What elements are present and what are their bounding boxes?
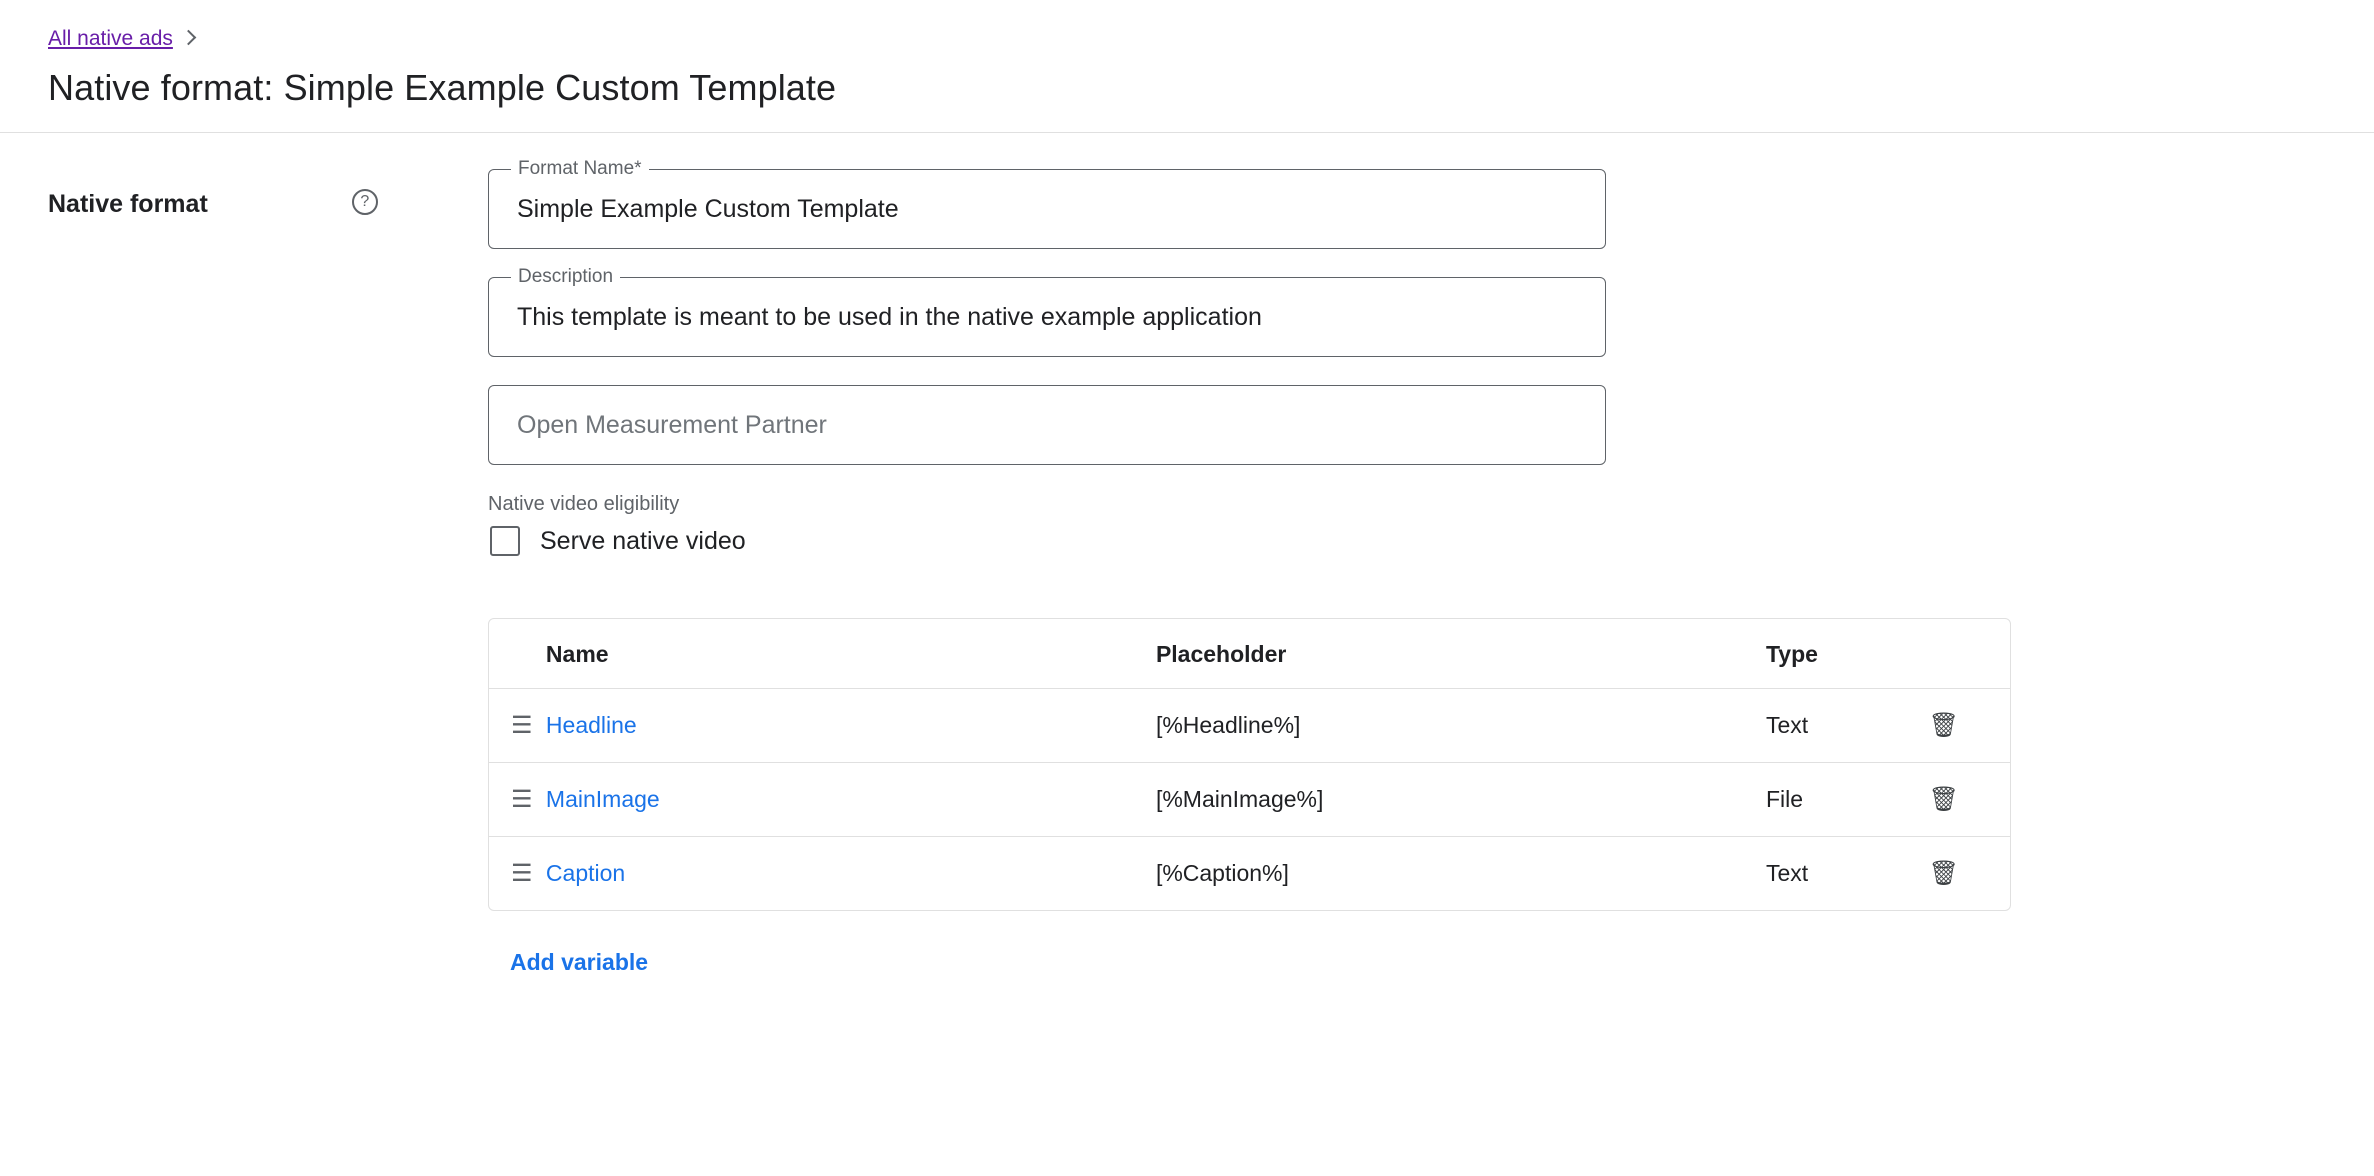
column-header-type: Type (1766, 619, 1929, 689)
row-drag-cell[interactable] (489, 689, 546, 763)
page-header (0, 0, 2374, 133)
variable-type: File (1766, 763, 1929, 837)
row-drag-cell[interactable] (489, 837, 546, 911)
drag-handle-icon[interactable]: ☰ (511, 712, 533, 740)
variable-name-link[interactable]: MainImage (545, 786, 660, 813)
help-icon[interactable]: ? (352, 189, 378, 215)
drag-handle-icon[interactable]: ☰ (511, 860, 533, 888)
trash-icon[interactable]: 🗑 (1928, 786, 1960, 814)
format-name-field[interactable] (488, 158, 1606, 249)
open-measurement-partner-placeholder: Open Measurement Partner (517, 411, 827, 440)
native-video-eligibility-label: Native video eligibility (488, 493, 680, 516)
table-row (489, 837, 2010, 911)
format-name-value: Simple Example Custom Template (517, 195, 899, 224)
column-header-name: Name (546, 619, 1156, 689)
variable-name-link[interactable]: Caption (545, 860, 626, 887)
variable-name-link[interactable]: Headline (545, 712, 637, 739)
description-field[interactable] (488, 266, 1606, 357)
format-name-label: Format Name* (511, 159, 649, 178)
page-title: Native format: Simple Example Custom Template (48, 67, 837, 109)
description-value: This template is meant to be used in the native example application (517, 303, 1262, 332)
column-header-delete (1929, 619, 2010, 689)
form-fields (488, 158, 2326, 976)
section-title-native-format: Native format (48, 190, 208, 219)
trash-icon[interactable]: 🗑 (1928, 860, 1960, 888)
variables-table (488, 618, 2011, 911)
variable-placeholder: [%Headline%] (1156, 689, 1766, 763)
chevron-right-icon (181, 30, 197, 46)
trash-icon[interactable]: 🗑 (1928, 712, 1960, 740)
drag-handle-icon[interactable]: ☰ (511, 786, 533, 814)
open-measurement-partner-field[interactable] (488, 385, 1606, 465)
column-header-handle (489, 619, 546, 689)
breadcrumb-link-all-native-ads[interactable]: All native ads (48, 27, 173, 50)
table-header-row (489, 619, 2010, 689)
variable-type: Text (1766, 689, 1929, 763)
section-header (48, 169, 488, 976)
variable-placeholder: [%MainImage%] (1156, 763, 1766, 837)
column-header-placeholder: Placeholder (1156, 619, 1766, 689)
serve-native-video-row[interactable] (490, 526, 2326, 556)
variable-placeholder: [%Caption%] (1155, 860, 1289, 887)
add-variable-button[interactable]: Add variable (510, 949, 649, 976)
variable-type: Text (1765, 860, 1809, 887)
description-label: Description (511, 267, 620, 286)
breadcrumb (48, 26, 2326, 51)
table-row (489, 689, 2010, 763)
serve-native-video-checkbox[interactable] (490, 526, 520, 556)
row-drag-cell[interactable] (489, 763, 546, 837)
main-content (0, 133, 2374, 976)
table-row (489, 763, 2010, 837)
serve-native-video-label: Serve native video (540, 526, 746, 555)
